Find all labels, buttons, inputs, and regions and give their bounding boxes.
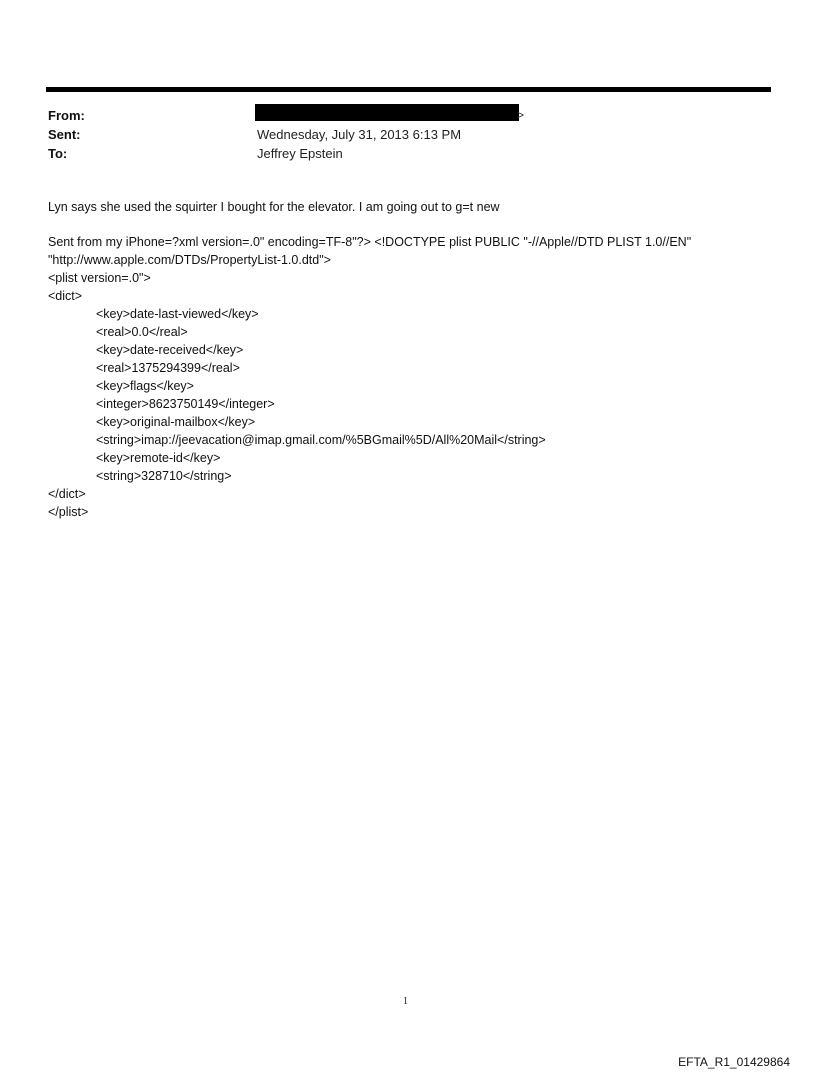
plist-entry: <string>328710</string>	[96, 469, 232, 483]
plist-entry: <real>0.0</real>	[96, 325, 188, 339]
plist-entry: <key>remote-id</key>	[96, 451, 221, 465]
plist-entry: <integer>8623750149</integer>	[96, 397, 275, 411]
plist-open-line: <plist version=.0">	[48, 271, 151, 285]
page-number: 1	[403, 996, 408, 1007]
from-value-tail: >	[517, 108, 525, 122]
bates-number: EFTA_R1_01429864	[678, 1055, 790, 1069]
signature-line: Sent from my iPhone=?xml version=.0" encoding=TF-8"?> <!DOCTYPE plist PUBLIC "-//Apple//DTD PLIST 1.0//EN"	[48, 235, 692, 249]
plist-entry: <string>imap://jeevacation@imap.gmail.com/%5BGmail%5D/All%20Mail</string>	[96, 433, 546, 447]
plist-entry: <key>date-last-viewed</key>	[96, 307, 259, 321]
dict-close-line: </dict>	[48, 487, 86, 501]
sent-label: Sent:	[48, 127, 81, 142]
from-label: From:	[48, 108, 85, 123]
header-rule	[46, 87, 771, 92]
plist-entry: <key>date-received</key>	[96, 343, 244, 357]
to-value: Jeffrey Epstein	[257, 146, 343, 161]
to-label: To:	[48, 146, 68, 161]
plist-entry: <key>flags</key>	[96, 379, 194, 393]
plist-close-line: </plist>	[48, 505, 89, 519]
message-line: Lyn says she used the squirter I bought for the elevator. I am going out to g=t new	[48, 200, 500, 214]
sent-value: Wednesday, July 31, 2013 6:13 PM	[257, 127, 462, 142]
dict-open-line: <dict>	[48, 289, 83, 303]
plist-entry: <key>original-mailbox</key>	[96, 415, 256, 429]
redaction-bar	[255, 104, 519, 121]
plist-entry: <real>1375294399</real>	[96, 361, 240, 375]
doctype-line: "http://www.apple.com/DTDs/PropertyList-1.0.dtd">	[48, 253, 331, 267]
